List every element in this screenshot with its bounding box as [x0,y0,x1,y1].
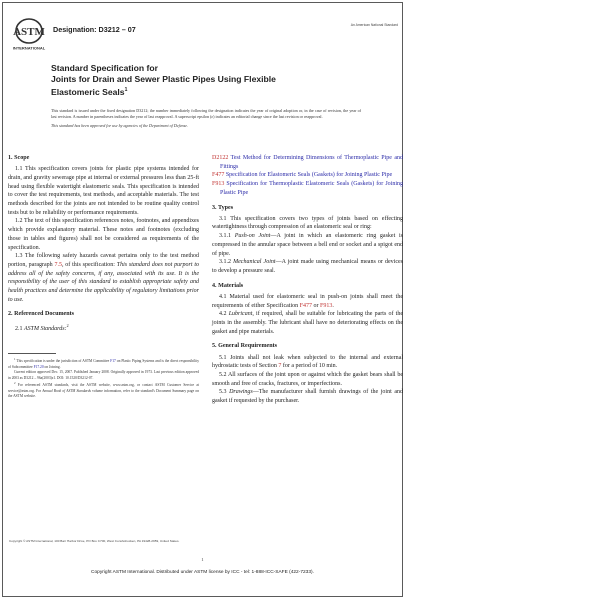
ref-title[interactable]: Test Method for Determining Dimensions of Thermoplastic Pipe and Fittings [220,155,403,170]
para-4-1 [212,293,403,310]
astm-logo-icon [9,18,49,52]
title-line-1: Standard Specification for [51,63,158,73]
copyright-address: Copyright © ASTM International, 100 Barr Harbor Drive, PO Box C700, West Conshohocken, PA 19428-2959, United States. [9,539,180,543]
term-mechanical-joint: Mechanical Joint [233,259,276,266]
designation: Designation: D3212 – 07 [53,25,136,34]
para-3-1-1-num: 3.1.1 [219,233,235,240]
para-3-1-1-text: —A joint in which an elastomeric ring gasket is compressed in the annular space between a bell end or socket and a spigot end of pipe. [212,233,403,257]
link-f17-20[interactable]: F17.20 [33,364,44,369]
term-lubricant: Lubricant [228,311,253,318]
para-4-2-text: , if required, shall be suitable for lubricating the parts of the joints in the assembly. The lubricant shall have no deteriorating effects on the gasket and pipe materials. [212,311,403,335]
footnote-1-edition: Current edition approved Dec. 15, 2007. Published January 2008. Originally approved in 1973. Last previous edition approved in 2003 as D3212 – 96a(2003)ε1. DOI: 10.1520/D3212-07. [8,370,199,380]
safety-caveat: This standard does not purport to address all of the safety concerns, if any, associated with its use. It is the responsibility of the user of this standard to establish appropriate safety and health practices and determine the applicability of regulatory limitations prior to use. [8,261,199,303]
term-push-on-joint: Push-on Joint [234,233,271,240]
footnote-2-mark: 2 [14,381,16,386]
section-heading-types: 3. Types [212,204,234,211]
para-3-1-2 [212,258,403,275]
intro-block [51,108,361,129]
section-heading-scope: 1. Scope [8,155,30,161]
para-1-3-text: 1.3 The following safety hazards caveat pertains only to the test method portion, paragraph [8,253,199,268]
footnote-1 [8,357,199,370]
link-f477[interactable]: F477 [299,302,312,309]
para-3-1-2-text: —A joint made using mechanical means or devices to develop a pressure seal. [212,259,403,274]
ref-code[interactable]: D2122 [212,155,229,161]
distribution-notice: Copyright ASTM International. Distributed under ASTM license by ICC - tel: 1-888-ICC-SAFE (422-7233). [91,570,314,575]
ref-title[interactable]: Specification for Elastomeric Seals (Gaskets) for Joining Plastic Pipe [225,172,393,179]
para-1-3-mid: , of this specification: [61,261,117,268]
footnote-2-end: volume information, refer to the standard's Document Summary page on the ASTM website. [8,388,199,399]
para-1-1: 1.1 This specification covers joints for plastic pipe systems intended for drain, and gravity sewerage pipe at internal or external pressures less than 25-ft head using flexible watertight elastomeric seals. This specification is intended to cover the test requirements, test methods, and acceptable materials. The test methods described for the joints are not intended to be routine quality control tests but to be reliability or performance requirements. [8,166,199,216]
left-column [8,154,199,400]
footnote-2-text: For referenced ASTM standards, visit the ASTM website, www.astm.org, or contact ASTM Customer Service at service@astm.org. For [8,383,199,393]
footnote-2 [8,381,199,399]
astm-logo [9,18,49,52]
section-heading-referenced: 2. Referenced Documents [8,311,75,318]
title-line-3 [51,85,276,98]
national-standard-label: An American National Standard [350,23,398,27]
page-number: 1 [201,557,204,562]
para-4-1-end: . [332,302,334,309]
para-1-3 [8,252,199,304]
ref-code[interactable]: F913 [212,181,225,188]
title-line-2: Joints for Drain and Sewer Plastic Pipes Using Flexible [51,74,276,84]
para-4-1-mid: or [311,302,320,309]
para-3-1-1 [212,232,403,258]
title-footnote-mark[interactable]: 1 [124,87,128,93]
astm-standards-label: ASTM Standards: [24,325,67,332]
para-4-2-num: 4.2 [219,311,229,318]
para-4-2 [212,310,403,336]
para-3-1-2-num: 3.1.2 [219,259,234,266]
para-5-1-text: 5.1 Joints shall not leak when subjected to the internal and external hydrostatic tests of Section [212,354,403,370]
para-3-1: 3.1 This specification covers two types of joints based on effecting watertightness through compression of an elastomeric seal or ring: [212,215,403,231]
para-1-2: 1.2 The text of this specification references notes, footnotes, and appendixes which provide explanatory material. These notes and footnotes (excluding those in tables and figures) shall not be considered as requirements of the specification. [8,218,199,251]
section-heading-materials: 4. Materials [212,282,244,289]
dod-statement: This standard has been approved for use by agencies of the Department of Defense. [51,123,189,129]
ref-item[interactable] [212,180,403,197]
link-f913[interactable]: F913 [319,302,333,309]
para-5-2: 5.2 All surfaces of the joint upon or against which the gasket bears shall be smooth and free of cracks, fractures, or imperfections. [212,371,403,387]
term-drawings: Drawings [229,389,253,396]
footnote-mark-2[interactable]: 2 [66,322,69,328]
para-2-1 [8,322,199,334]
intro-text: This standard is issued under the fixed designation D3212; the number immediately following the designation indicates the year of original adoption or, in the case of revision, the year of last revision. A number in parentheses indicates the year of last reapproval. A superscript epsilon (ε) indicates an editorial change since the last revision or reapproval. [51,108,361,120]
document-title [51,63,276,98]
referenced-standards-list [212,154,403,198]
document-page [2,2,403,597]
link-section-7[interactable]: 7 [278,363,282,370]
para-5-3 [212,388,403,405]
ref-code[interactable]: F477 [212,172,225,179]
para-5-3-num: 5.3 [219,389,230,396]
ref-title[interactable]: Specification for Thermoplastic Elastomeric Seals (Gaskets) for Joining Plastic Pipe [220,181,403,196]
svg-text:INTERNATIONAL: INTERNATIONAL [12,45,46,51]
footnote-1-mark: 1 [14,357,16,362]
para-4-1-text: 4.1 Material used for elastomeric seal in push-on joints shall meet the requirements of either Specification [212,293,403,309]
para-5-1-end: for a period of 10 min. [281,363,338,370]
svg-text:ASTM: ASTM [13,26,45,38]
ref-item[interactable] [212,154,403,171]
ref-item[interactable] [212,171,403,180]
section-heading-general: 5. General Requirements [212,343,278,350]
link-f17[interactable]: F17 [110,359,116,364]
para-5-3-text: —The manufacturer shall furnish drawings of the joint and gasket if requested by the purchaser. [212,389,403,405]
footnote-divider [8,353,56,354]
para-5-1 [212,354,403,371]
right-column [212,154,403,406]
footnote-2-italic: Annual Book of ASTM Standards [42,388,91,393]
link-paragraph-7-5[interactable]: 7.5 [54,261,62,268]
footnote-1-text: This specification is under the jurisdiction of ASTM Committee [15,359,111,364]
para-2-1-num: 2.1 [15,325,24,332]
footnote-1-mid: on Plastic Piping Systems and is the direct responsibility of Subcommittee [8,359,199,369]
footnote-1-end: on Joining. [43,364,61,369]
title-line-3-text: Elastomeric Seals [51,86,125,97]
